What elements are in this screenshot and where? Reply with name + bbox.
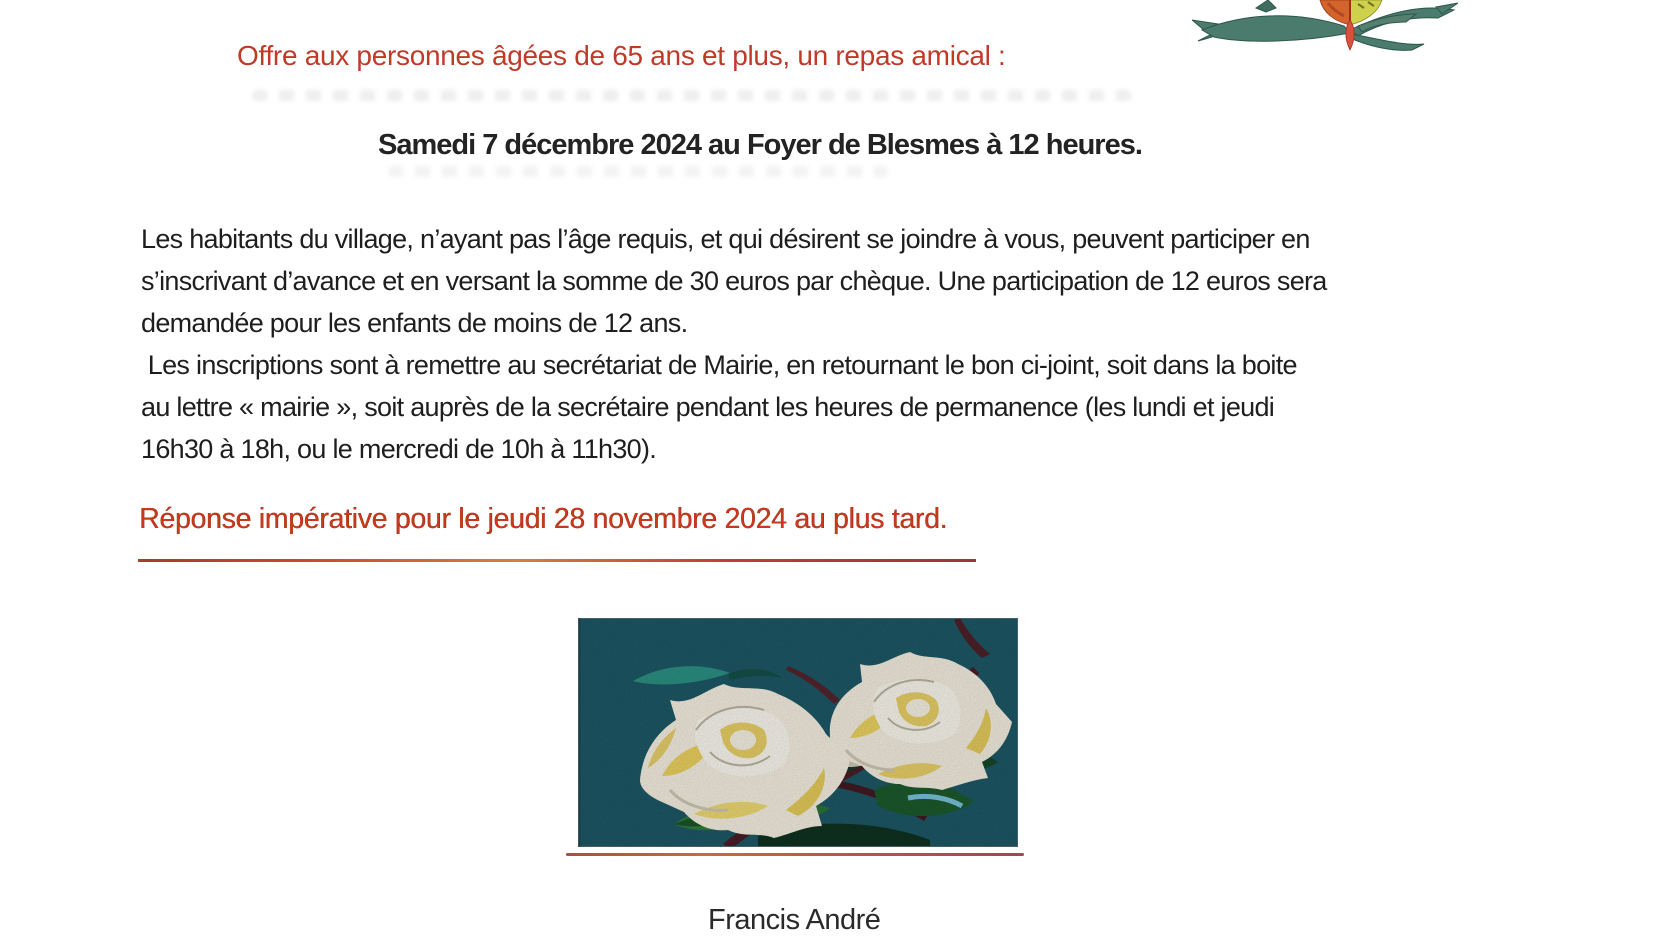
paragraph-line: s’inscrivant d’avance et en versant la somme de 30 euros par chèque. Une participation de 12 euros sera (141, 266, 1327, 296)
event-date-heading: Samedi 7 décembre 2024 au Foyer de Blesmes à 12 heures. (378, 129, 1142, 161)
paragraph-line: demandée pour les enfants de moins de 12 ans. (141, 308, 688, 338)
paragraph-line: Les inscriptions sont à remettre au secrétariat de Mairie, en retournant le bon ci-joint, soit dans la boite (141, 350, 1297, 380)
red-rule (566, 853, 1024, 856)
letter-body (141, 218, 1327, 470)
paragraph-line: Les habitants du village, n’ayant pas l’âge requis, et qui désirent se joindre à vous, peuvent participer en (141, 224, 1310, 254)
deadline-underline (138, 559, 976, 562)
paragraph-line: au lettre « mairie », soit auprès de la secrétaire pendant les heures de permanence (les lundi et jeudi (141, 392, 1275, 422)
coat-of-arms (1192, 0, 1458, 52)
roses-illustration (578, 618, 1018, 847)
paragraph-line: 16h30 à 18h, ou le mercredi de 10h à 11h30). (141, 434, 657, 464)
signature-name: Francis André (708, 904, 881, 936)
offer-heading: Offre aux personnes âgées de 65 ans et plus, un repas amical : (237, 40, 1006, 71)
roses-painting-svg (578, 618, 1018, 847)
coat-of-arms-svg (1192, 0, 1458, 52)
scan-bleedthrough-artifact (388, 166, 888, 177)
deadline-notice: Réponse impérative pour le jeudi 28 novembre 2024 au plus tard. (139, 503, 948, 535)
scan-bleedthrough-artifact (252, 90, 1132, 101)
